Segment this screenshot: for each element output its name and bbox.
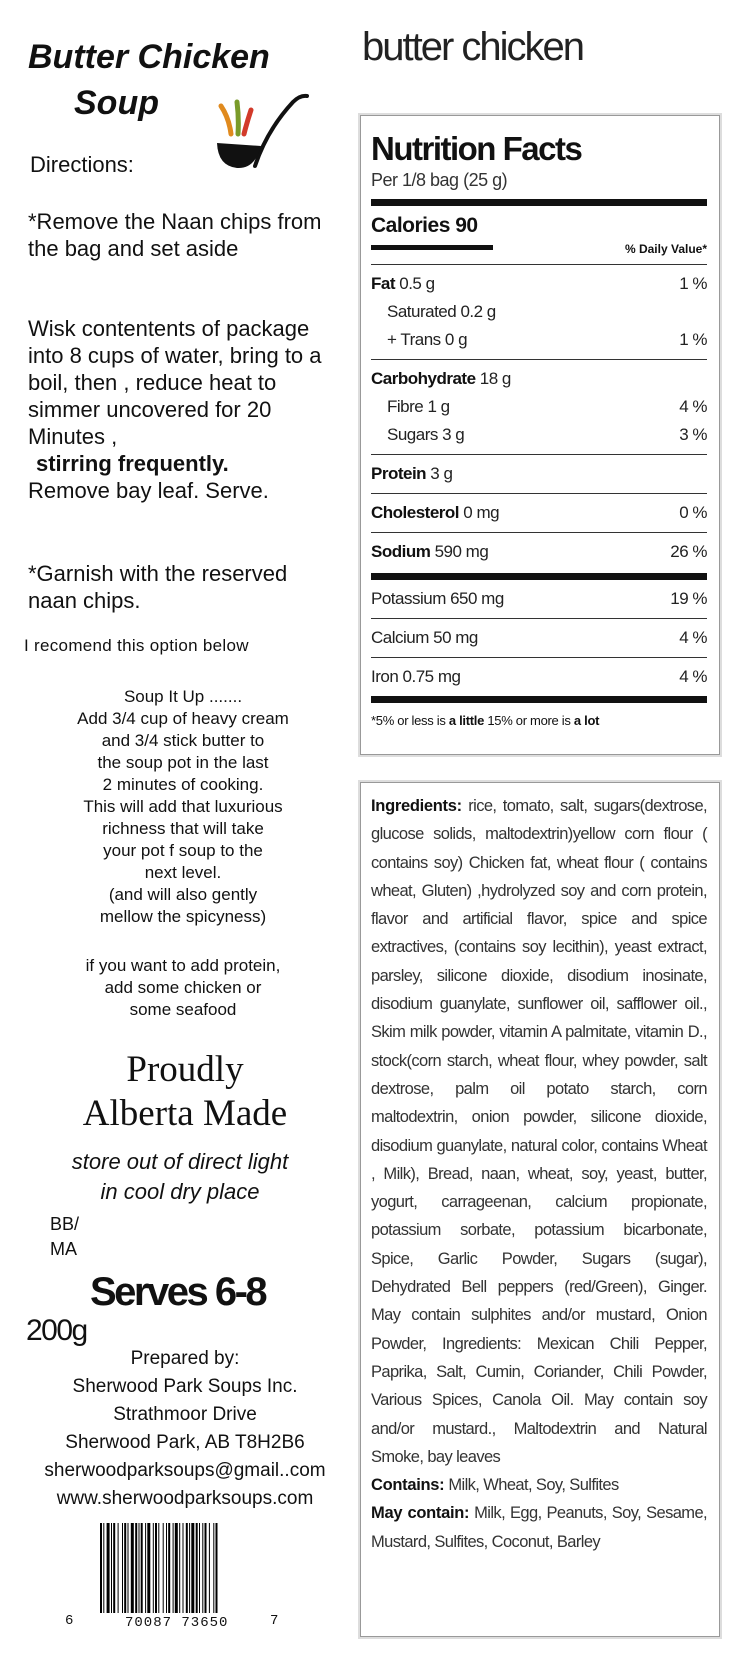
may-contain-line [371,1499,707,1556]
best-before-field [50,1212,79,1262]
soup-it-up-line: (and will also gently [108,885,258,904]
protein-row [371,455,707,493]
proudly-line: Alberta Made [82,1093,288,1134]
protein-tip-line: if you want to add protein, [85,956,281,975]
soup-it-up-block [18,686,348,928]
barcode-bar [118,1523,119,1613]
barcode-bar [107,1523,110,1613]
potassium-label: Potassium 650 mg [371,589,504,608]
serving-size: Per 1/8 bag (25 g) [371,170,508,190]
fat-label: Fat [371,274,395,293]
saturated-row [371,298,707,326]
barcode-bar [141,1523,143,1613]
barcode-bar [168,1523,170,1613]
direction-step-1: *Remove the Naan chips from the bag and set aside [28,209,322,261]
barcode-bar [202,1523,203,1613]
protein-tip-line: some seafood [129,1000,237,1019]
proudly-line: Proudly [126,1049,244,1090]
company-name: Sherwood Park Soups Inc. [72,1376,298,1397]
calories: Calories 90 [371,214,478,237]
barcode-bar [166,1523,167,1613]
ingredients-list: rice, tomato, salt, sugars(dextrose, glucose solids, maltodextrin)yellow corn flour ( contains soy) Chicken fat, wheat flour ( contains wheat, Gluten) ,hydrolyzed soy and corn protein, flavor and artificial flavor, spice and spice extractives, (contains soy lecithin), yeast extract, parsley, silicone dioxide, disodium inosinate, disodium guanylate, sunflower oil, safflower oil., Skim milk powder, vitamin A palmitate, vitamin D., stock(corn starch, wheat flour, whey powder, salt dextrose, palm oil potato starch, corn maltodextrin, onion powder, silicone dioxide, disodium guanylate, natural color, contains Wheat , Milk), Bread, naan, wheat, soy, yeast, butter, yogurt, carrageenan, calcium propionate, potassium sorbate, potassium bicarbonate, Spice, Garlic Powder, Sugars (sugar), Dehydrated Bell peppers (red/Green), Ginger. May contain sulphites and/or mustard, Onion Powder, Ingredients: Mexican Chili Pepper, Paprika, Salt, Cumin, Coriander, Chili Powder, Various Spices, Canola Oil. May contain soy and/or mustard., Maltodextrin and Natural Smoke, bay leaves [371,797,707,1466]
carbohydrate-group [371,360,707,454]
direction-step-2 [28,315,338,504]
fat-row [371,270,707,298]
storage-instructions [20,1147,340,1207]
calcium-row [371,619,707,657]
barcode-bar [213,1523,214,1613]
soup-it-up-line: and 3/4 stick butter to [101,731,265,750]
direction-step-2-end: Remove bay leaf. Serve. [28,478,269,503]
iron-label: Iron 0.75 mg [371,667,461,686]
city-address: Sherwood Park, AB T8H2B6 [65,1432,305,1453]
sugars-label: Sugars 3 g [387,425,465,444]
ingredients-text [371,792,707,1471]
barcode-bar [191,1523,194,1613]
soup-it-up-line: 2 minutes of cooking. [102,775,264,794]
calcium-label: Calcium 50 mg [371,628,478,647]
barcode-bars [100,1523,258,1613]
fibre-row [371,393,707,421]
recommend-text: I recomend this option below [24,636,249,655]
barcode-digits: 70087 73650 [125,1615,229,1631]
direction-step-3: *Garnish with the reserved naan chips. [28,561,288,613]
may-contain-label: May contain: [371,1504,470,1523]
protein-label: Protein [371,464,427,483]
barcode-bar [205,1523,207,1613]
trans-row [371,326,707,354]
protein-tip-line: add some chicken or [104,978,262,997]
barcode-bar [189,1523,190,1613]
cholesterol-label: Cholesterol [371,503,460,522]
fibre-label: Fibre 1 g [387,397,450,416]
title-line1: Butter Chicken [28,38,270,76]
carbohydrate-label: Carbohydrate [371,369,476,388]
directions-label: Directions: [30,152,134,177]
fat-amount: 0.5 g [399,274,435,293]
barcode-bar [135,1523,137,1613]
potassium-row [371,580,707,618]
sugars-dv: 3 % [679,425,707,444]
potassium-dv: 19 % [670,589,707,608]
cholesterol-amount: 0 mg [463,503,500,522]
iron-row [371,658,707,696]
barcode-bar [145,1523,146,1613]
barcode-bar [186,1523,188,1613]
may-contain-list: Milk, Egg, Peanuts, Soy, Sesame, Mustard, Sulfites, Coconut, Barley [371,1504,708,1551]
barcode-bar [173,1523,174,1613]
trans-label: + Trans 0 g [387,330,468,349]
barcode-bar [139,1523,140,1613]
serves-text: Serves 6-8 [90,1270,266,1314]
net-weight: 200g [26,1314,87,1347]
cholesterol-dv: 0 % [679,503,707,522]
carbohydrate-amount: 18 g [479,369,511,388]
barcode-last-digit: 7 [270,1613,279,1629]
barcode-bar [124,1523,126,1613]
trans-dv: 1 % [679,330,707,349]
saturated-label: Saturated 0.2 g [387,302,496,321]
barcode-first-digit: 6 [65,1613,74,1629]
ingredients-label: Ingredients: [371,797,462,815]
direction-step-2-text: Wisk contentents of package into 8 cups of water, bring to a boil, then , reduce heat to simmer uncovered for 20 Minutes , [28,316,322,449]
fat-dv: 1 % [679,274,707,293]
barcode-bar [183,1523,184,1613]
storage-line: store out of direct light [71,1149,289,1174]
soup-it-up-line: Add 3/4 cup of heavy cream [77,709,289,728]
fibre-dv: 4 % [679,397,707,416]
soup-it-up-line: richness that will take [102,819,264,838]
barcode-bar [100,1523,102,1613]
soup-it-up-line: Soup It Up ....... [123,687,243,706]
iron-dv: 4 % [679,667,707,686]
barcode-bar [128,1523,129,1613]
barcode-bar [113,1523,115,1613]
contains-label: Contains: [371,1476,445,1495]
barcode-bar [216,1523,218,1613]
barcode-bar [196,1523,198,1613]
barcode-bar [199,1523,200,1613]
cholesterol-row [371,494,707,532]
contains-list: Milk, Wheat, Soy, Sulfites [448,1476,619,1495]
nutrition-facts-panel [360,115,720,755]
carbohydrate-row [371,365,707,393]
protein-amount: 3 g [430,464,453,483]
fat-group [371,265,707,359]
barcode-bar [131,1523,134,1613]
barcode-bar [179,1523,180,1613]
ladle-icon [215,88,325,188]
nutrition-title: Nutrition Facts [371,130,582,167]
sodium-row [371,533,707,571]
sodium-dv: 26 % [670,542,707,561]
barcode-bar [147,1523,150,1613]
bb-label: BB/ [50,1214,80,1234]
ma-label: MA [50,1239,77,1259]
sodium-amount: 590 mg [434,542,489,561]
barcode-bar [209,1523,210,1613]
direction-step-2-bold: stirring frequently. [36,451,229,476]
proudly-alberta-made [30,1048,340,1136]
calcium-dv: 4 % [679,628,707,647]
nutrition-footnote: *5% or less is a little 15% or more is a lot [371,713,600,728]
prepared-by-label: Prepared by: [130,1348,240,1369]
barcode-bar [103,1523,104,1613]
title-line2: Soup [74,84,159,122]
barcode-bar [155,1523,157,1613]
soup-it-up-line: next level. [144,863,222,882]
daily-value-header: % Daily Value* [624,242,707,256]
storage-line: in cool dry place [100,1179,260,1204]
website-address: www.sherwoodparksoups.com [56,1488,314,1509]
soup-it-up-line: your pot f soup to the [103,841,263,860]
prepared-by-block [0,1345,370,1513]
soup-it-up-line: mellow the spicyness) [99,907,267,926]
brand-name: butter chicken [362,25,584,69]
barcode-bar [158,1523,159,1613]
contains-line [371,1471,707,1499]
sugars-row [371,421,707,449]
soup-it-up-line: the soup pot in the last [97,753,269,772]
soup-it-up-line: This will add that luxurious [83,797,283,816]
barcode [55,1523,300,1638]
street-address: Strathmoor Drive [113,1404,257,1425]
calories-row [371,214,707,264]
ingredients-panel [360,782,720,1637]
barcode-bar [175,1523,178,1613]
protein-tip [18,955,348,1021]
email-address: sherwoodparksoups@gmail..com [44,1460,326,1481]
barcode-bar [153,1523,154,1613]
barcode-bar [163,1523,164,1613]
barcode-bar [122,1523,123,1613]
barcode-bar [111,1523,112,1613]
sodium-label: Sodium [371,542,431,561]
